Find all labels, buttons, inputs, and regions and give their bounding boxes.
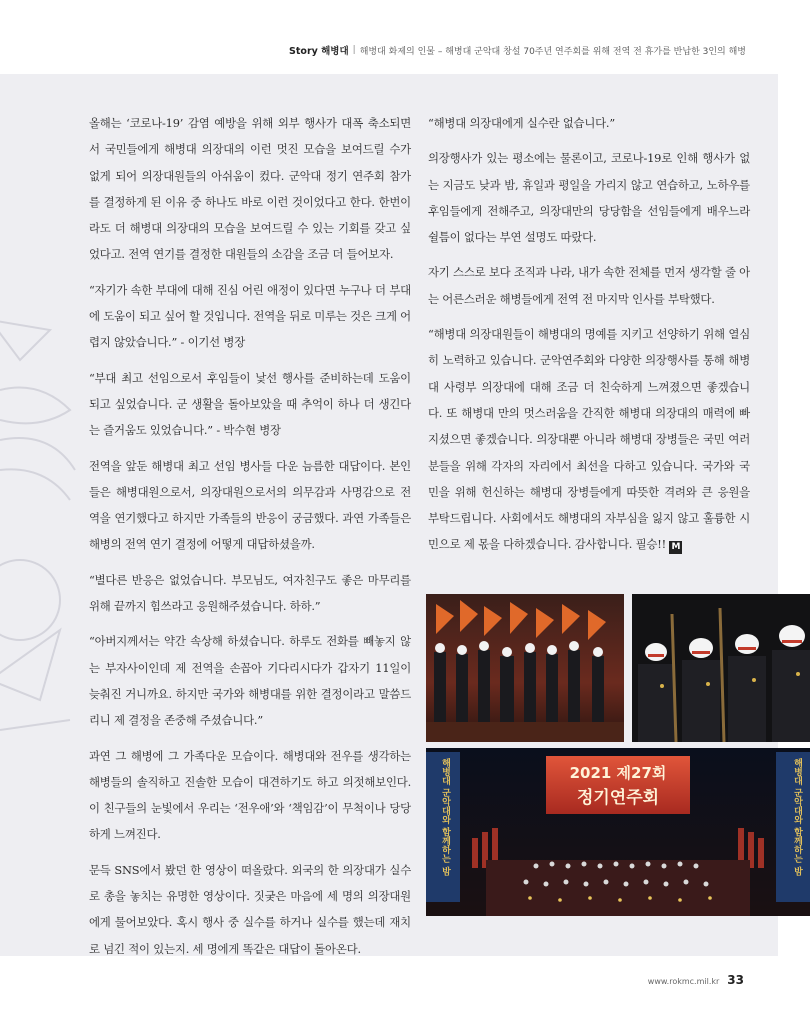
- emblem-watermark-icon: [0, 300, 80, 760]
- page-number: 33: [727, 973, 744, 987]
- header-subtitle: 해병대 화제의 인물 – 해병대 군악대 창설 70주년 연주회를 위해 전역 전 휴가를 반납한 3인의 해병: [359, 46, 746, 57]
- end-mark-icon: M: [669, 541, 682, 554]
- header-separator: |: [352, 45, 356, 55]
- honor-guard-helmets-photo: [632, 594, 810, 742]
- article-right-column: [428, 110, 750, 567]
- footer-url[interactable]: www.rokmc.mil.kr: [647, 977, 720, 986]
- closing-quote-paragraph: [428, 321, 750, 558]
- quote-paragraph: “부대 최고 선임으로서 후임들이 낯선 행사를 준비하는데 도움이 되고 싶었습니다. 군 생활을 돌아보았을 때 추억이 하나 더 생긴다는 즐거움도 있었습니다.” - 박수현 병장: [89, 370, 411, 438]
- article-left-column: [89, 110, 411, 971]
- quote-paragraph: “별다른 반응은 없었습니다. 부모님도, 여자친구도 좋은 마무리를 위해 끝까지 힘쓰라고 응원해주셨습니다. 하하.”: [89, 572, 411, 614]
- paragraph: 올해는 ‘코로나-19’ 감염 예방을 위해 외부 행사가 대폭 축소되면서 국민들에게 해병대 의장대의 이런 멋진 모습을 보여드릴 수가 없게 되어 의장대원들의 아쉬움이 컸다. 군악대 정기 연주회 참가를 결정하게 된 이유 중 하나도 바로 이런 것이었다고 한다. 한번이라도 더 해병대 의장대의 모습을 보여드릴 수 있는 기회를 갖고 싶었다고. 전역 연기를 결정한 대원들의 소감을 조금 더 들어보자.: [89, 116, 411, 262]
- quote-paragraph: “해병대 의장대에게 실수란 없습니다.”: [428, 116, 615, 130]
- page-header: [289, 40, 746, 60]
- paragraph: 과연 그 해병에 그 가족다운 모습이다. 해병대와 전우를 생각하는 해병들의 솔직하고 진솔한 모습이 대견하기도 하고 의젓해보인다. 이 친구들의 눈빛에서 우리는 ‘전우애’와 ‘책임감’이 무척이나 당당하게 느껴진다.: [89, 748, 411, 842]
- stage-banner: [546, 756, 690, 814]
- left-side-banner: 해병대 군악대와 함께하는 밤: [440, 758, 450, 876]
- honor-guard-flags-photo: [426, 594, 624, 742]
- right-side-banner: 해병대 군악대와 함께하는 밤: [792, 758, 802, 876]
- quote-paragraph: “자기가 속한 부대에 대해 진심 어린 애정이 있다면 누구나 더 부대에 도움이 되고 싶어 할 것입니다. 전역을 뒤로 미루는 것은 크게 어렵지 않았습니다.” - 이기선 병장: [89, 282, 411, 350]
- section-label: Story 해병대: [289, 46, 349, 57]
- paragraph: 전역을 앞둔 해병대 최고 선임 병사들 다운 늠름한 대답이다. 본인들은 해병대원으로서, 의장대원으로서의 의무감과 사명감으로 전역을 연기했다고 하지만 가족들의 반응이 궁금했다. 과연 가족들은 해병의 전역 연기 결정에 어떻게 대답하셨을까.: [89, 458, 411, 552]
- quote-paragraph: “아버지께서는 약간 속상해 하셨습니다. 하루도 전화를 빼놓지 않는 부자사이인데 제 전역을 손꼽아 기다리시다가 갑자기 11일이 늦춰진 거니까요. 하지만 국가와 해병대를 위한 결정이라고 말씀드리니 제 결정을 존중해 주셨습니다.”: [89, 634, 411, 728]
- concert-stage-photo: [426, 748, 810, 916]
- page-footer: [648, 973, 744, 987]
- stage-banner-line1: 2021 제27회: [569, 764, 667, 782]
- paragraph: 문득 SNS에서 봤던 한 영상이 떠올랐다. 외국의 한 의장대가 실수로 총을 놓치는 유명한 영상이다. 짓궂은 마음에 세 명의 의장대원에게 물어보았다. 혹시 행사 중 실수를 하거나 실수를 했는데 재치로 넘긴 적이 있는지. 세 명에게 똑같은 대답이 돌아온다.: [89, 862, 411, 956]
- closing-quote-text: “해병대 의장대원들이 해병대의 명예를 지키고 선양하기 위해 열심히 노력하고 있습니다. 군악연주회와 다양한 의장행사를 통해 해병대 사령부 의장대에 대해 조금 더 친숙하게 느껴졌으면 좋겠습니다. 또 해병대 만의 멋스러움을 간직한 해병대 의장대의 매력에 빠지셨으면 좋겠습니다. 의장대뿐 아니라 해병대 장병들은 국민 여러분들을 위해 각자의 자리에서 최선을 다하고 있습니다. 국가와 국민을 위해 헌신하는 해병대 장병들에게 따뜻한 격려와 큰 응원을 부탁드립니다. 사회에서도 해병대의 자부심을 잃지 않고 훌륭한 시민으로 제 몫을 다하겠습니다. 감사합니다. 필승!!: [428, 327, 750, 552]
- paragraph: 자기 스스로 보다 조직과 나라, 내가 속한 전체를 먼저 생각할 줄 아는 어른스러운 해병들에게 전역 전 마지막 인사를 부탁했다.: [428, 265, 750, 306]
- stage-banner-line2: 정기연주회: [576, 788, 660, 808]
- paragraph: 의장행사가 있는 평소에는 물론이고, 코로나-19로 인해 행사가 없는 지금도 낮과 밤, 휴일과 평일을 가리지 않고 연습하고, 노하우를 후임들에게 전해주고, 의장대만의 당당함을 선임들에게 배우느라 쉴틈이 없다는 부연 설명도 따랐다.: [428, 151, 750, 245]
